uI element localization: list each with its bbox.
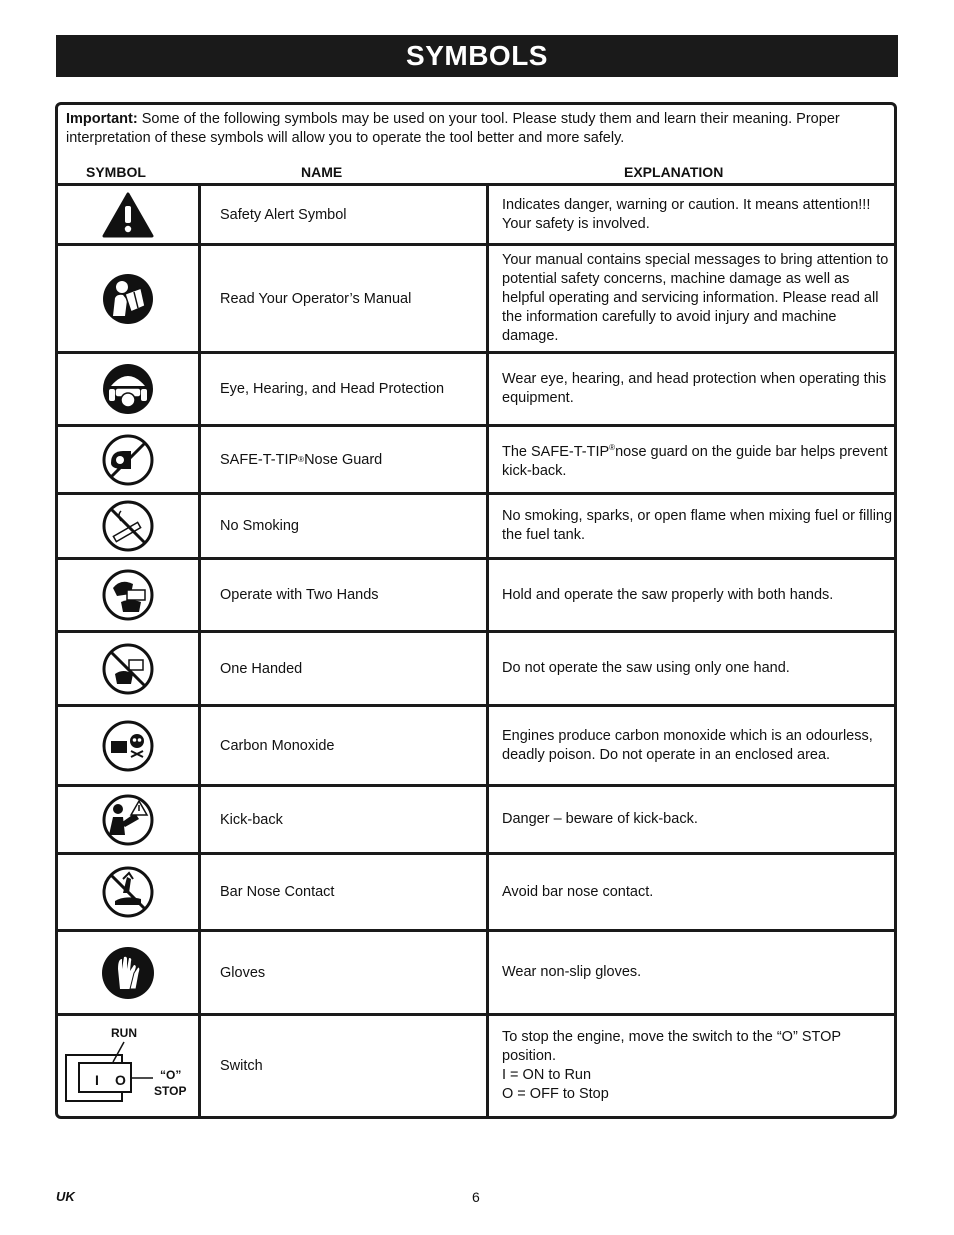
symbol-name: Kick-back <box>220 811 283 828</box>
switch-run-label: RUN <box>111 1026 137 1040</box>
safety-alert-icon <box>57 186 199 243</box>
switch-stop-quote: “O” <box>160 1068 182 1082</box>
symbol-name: Switch <box>220 1058 263 1074</box>
symbol-name: Safety Alert Symbol <box>220 206 347 223</box>
gloves-icon <box>57 932 199 1013</box>
table-row <box>57 633 897 704</box>
symbol-explanation: To stop the engine, move the switch to the “O” STOP position. I = ON to Run O = OFF to Stop <box>502 1029 841 1102</box>
table-row <box>57 427 897 492</box>
symbol-explanation: Your manual contains special messages to bring attention to potential safety concerns, machine damage as well as helpful operating and servicing information. Please read all the information carefully to avoid injury and machine damage. <box>502 252 889 344</box>
switch-stop-label: STOP <box>154 1084 187 1098</box>
intro-bold: Important: <box>66 111 138 127</box>
intro-paragraph <box>66 110 886 148</box>
protection-gear-icon <box>57 354 199 424</box>
symbol-explanation: The SAFE-T-TIP®nose guard on the guide bar helps prevent kick-back. <box>502 443 888 479</box>
symbol-name: Operate with Two Hands <box>220 587 379 603</box>
table-row <box>57 495 897 557</box>
table-row <box>57 855 897 929</box>
carbon-monoxide-icon <box>57 707 199 784</box>
switch-off-mark: O <box>115 1072 126 1088</box>
bar-nose-contact-icon <box>57 855 199 929</box>
table-row <box>57 354 897 424</box>
switch-on-mark: I <box>95 1072 99 1088</box>
symbol-name: SAFE-T-TIP ® Nose Guard <box>220 451 383 468</box>
symbol-explanation: Wear eye, hearing, and head protection when operating this equipment. <box>502 371 887 406</box>
symbol-name: Eye, Hearing, and Head Protection <box>220 381 445 397</box>
symbol-name: Gloves <box>220 964 266 981</box>
two-hands-icon <box>57 560 199 630</box>
symbol-explanation: Do not operate the saw using only one hand. <box>502 660 790 676</box>
symbol-explanation: Engines produce carbon monoxide which is an odourless, deadly poison. Do not operate in an enclosed area. <box>502 727 873 763</box>
intro-text: Some of the following symbols may be used on your tool. Please study them and learn their meaning. Proper interpretation of these symbols will allow you to operate the tool better and more safely. <box>66 111 840 146</box>
symbol-name: Carbon Monoxide <box>220 737 335 754</box>
no-smoking-icon <box>57 495 199 557</box>
table-row <box>57 1016 897 1116</box>
symbol-name: One Handed <box>220 660 303 677</box>
page-title: SYMBOLS <box>56 35 898 77</box>
table-row <box>57 787 897 852</box>
table-row <box>57 186 897 243</box>
header-name: NAME <box>301 164 343 180</box>
page-number: 6 <box>472 1189 480 1205</box>
read-manual-icon <box>57 246 199 351</box>
symbol-explanation: Indicates danger, warning or caution. It means attention!!! Your safety is involved. <box>502 196 871 232</box>
table-row <box>57 560 897 630</box>
symbol-name: Bar Nose Contact <box>220 884 335 900</box>
symbol-explanation: Hold and operate the saw properly with both hands. <box>502 586 834 603</box>
footer-region: UK <box>56 1189 75 1204</box>
header-explanation: EXPLANATION <box>624 164 724 180</box>
kickback-icon <box>57 787 199 852</box>
one-handed-prohibited-icon <box>57 633 199 704</box>
symbol-explanation: No smoking, sparks, or open flame when mixing fuel or filling the fuel tank. <box>502 508 893 543</box>
table-row <box>57 932 897 1013</box>
symbol-name: No Smoking <box>220 518 299 534</box>
header-symbol: SYMBOL <box>86 164 146 180</box>
symbol-explanation: Danger – beware of kick-back. <box>502 811 698 827</box>
table-row <box>57 246 897 351</box>
switch-icon <box>57 1016 199 1116</box>
nose-guard-icon <box>57 427 199 492</box>
symbol-explanation: Avoid bar nose contact. <box>502 883 654 900</box>
table-row <box>57 707 897 784</box>
symbol-explanation: Wear non-slip gloves. <box>502 964 642 980</box>
symbol-name: Read Your Operator’s Manual <box>220 290 412 307</box>
